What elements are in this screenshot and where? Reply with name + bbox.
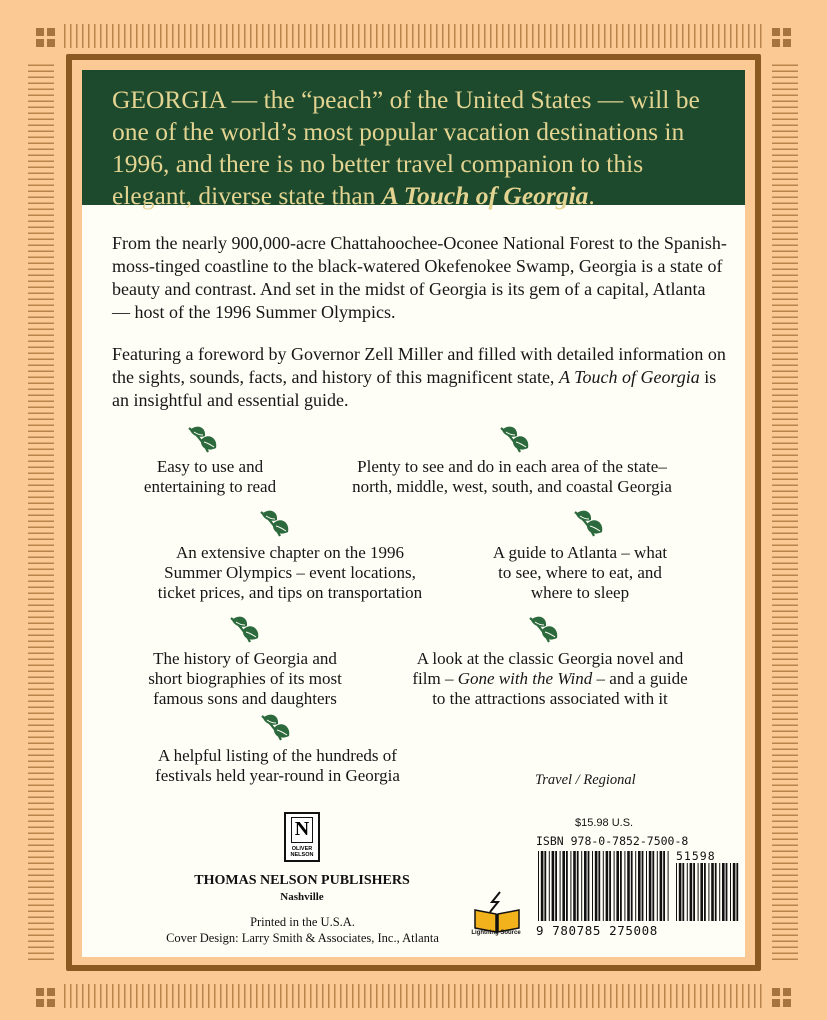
isbn-label: ISBN 978-0-7852-7500-8 xyxy=(536,834,689,848)
header-blurb xyxy=(112,84,728,212)
feature-line: A helpful listing of the hundreds of xyxy=(158,746,397,765)
printed-in: Printed in the U.S.A. xyxy=(250,915,355,929)
feature-plenty-to-see xyxy=(322,457,702,497)
category-label: Travel / Regional xyxy=(535,772,636,788)
feature-line: to the attractions associated with it xyxy=(432,689,668,708)
feature-text: film – xyxy=(412,669,458,688)
peach-leaf-icon xyxy=(259,712,293,742)
feature-georgia-history xyxy=(130,649,360,709)
publisher-logo-line: OLIVER xyxy=(291,846,313,852)
feature-gone-with-the-wind xyxy=(390,649,710,709)
publisher-logo xyxy=(284,812,320,862)
top-border-stripes xyxy=(64,24,764,48)
feature-line: A guide to Atlanta – what xyxy=(492,543,668,562)
corner-ornament-bottom-left xyxy=(36,988,56,1008)
peach-leaf-icon xyxy=(258,508,292,538)
peach-leaf-icon xyxy=(527,614,561,644)
feature-line: Plenty to see and do in each area of the state– xyxy=(357,457,667,476)
cover-design-credit: Cover Design: Larry Smith & Associates, Inc., Atlanta xyxy=(166,931,439,945)
right-border-stripes xyxy=(772,62,798,960)
feature-line: Summer Olympics – event locations, xyxy=(164,563,416,582)
intro-paragraph: From the nearly 900,000-acre Chattahoochee-Oconee National Forest to the Spanish-moss-tinged coastline to the black-watered Okefenokee Swamp, Georgia is a state of beauty and contrast. And set in the midst of Georgia is its gem of a capital, Atlanta — host of the 1996 Summer Olympics. xyxy=(112,233,727,322)
price-label: $15.98 U.S. xyxy=(575,817,634,829)
peach-leaf-icon xyxy=(186,424,220,454)
corner-ornament-top-right xyxy=(772,28,792,48)
publisher-name: THOMAS NELSON PUBLISHERS xyxy=(194,873,410,888)
peach-leaf-icon xyxy=(228,614,262,644)
feature-line: north, middle, west, south, and coastal Georgia xyxy=(352,477,672,496)
left-border-stripes xyxy=(28,62,54,960)
lightning-source-label: Lightning Source xyxy=(471,930,521,936)
peach-leaf-icon xyxy=(498,424,532,454)
feature-line: A look at the classic Georgia novel and xyxy=(416,649,684,668)
feature-text: – and a guide xyxy=(592,669,688,688)
feature-line: ticket prices, and tips on transportation xyxy=(157,583,423,602)
feature-line: Easy to use and xyxy=(156,457,264,476)
print-credits xyxy=(160,914,445,946)
publisher-city: Nashville xyxy=(280,891,324,903)
header-book-title: A Touch of Georgia xyxy=(381,181,589,210)
publisher-logo-line: NELSON xyxy=(290,852,314,858)
publisher-logo-letter: N xyxy=(291,817,313,843)
feature-line xyxy=(390,669,710,689)
feature-line: entertaining to read xyxy=(143,477,277,496)
corner-ornament-bottom-right xyxy=(772,988,792,1008)
feature-line: The history of Georgia and xyxy=(153,649,337,668)
feature-atlanta-guide xyxy=(480,543,680,603)
foreword-text-end: is an insightful and essential guide. xyxy=(112,367,717,410)
foreword-paragraph xyxy=(112,343,728,412)
foreword-book-title: A Touch of Georgia xyxy=(558,367,700,387)
foreword-text: Featuring a foreword by Governor Zell Miller and filled with detailed information on the sights, sounds, facts, and history of this magnificent state, xyxy=(112,344,726,387)
header-period: . xyxy=(588,181,595,210)
ean-digits: 9 780785 275008 xyxy=(536,923,658,938)
feature-line: to see, where to eat, and xyxy=(498,563,662,582)
header-text: GEORGIA — the “peach” of the United States — will be one of the world’s most popular vacation destinations in 1996, and there is no better travel companion to this elegant, diverse state than xyxy=(112,85,700,210)
feature-line: short biographies of its most xyxy=(148,669,342,688)
supplement-digits: 51598 xyxy=(676,849,716,863)
peach-leaf-icon xyxy=(572,508,606,538)
novel-title: Gone with the Wind xyxy=(457,669,593,688)
publisher-logo-text xyxy=(286,846,318,858)
feature-easy-to-use xyxy=(130,457,290,497)
corner-ornament-top-left xyxy=(36,28,56,48)
feature-festivals xyxy=(125,746,430,786)
feature-line: festivals held year-round in Georgia xyxy=(155,766,400,785)
bottom-border-stripes xyxy=(64,984,764,1008)
feature-olympics-chapter xyxy=(125,543,455,603)
feature-line: where to sleep xyxy=(530,583,630,602)
feature-line: An extensive chapter on the 1996 xyxy=(175,543,404,562)
feature-line: famous sons and daughters xyxy=(153,689,337,708)
